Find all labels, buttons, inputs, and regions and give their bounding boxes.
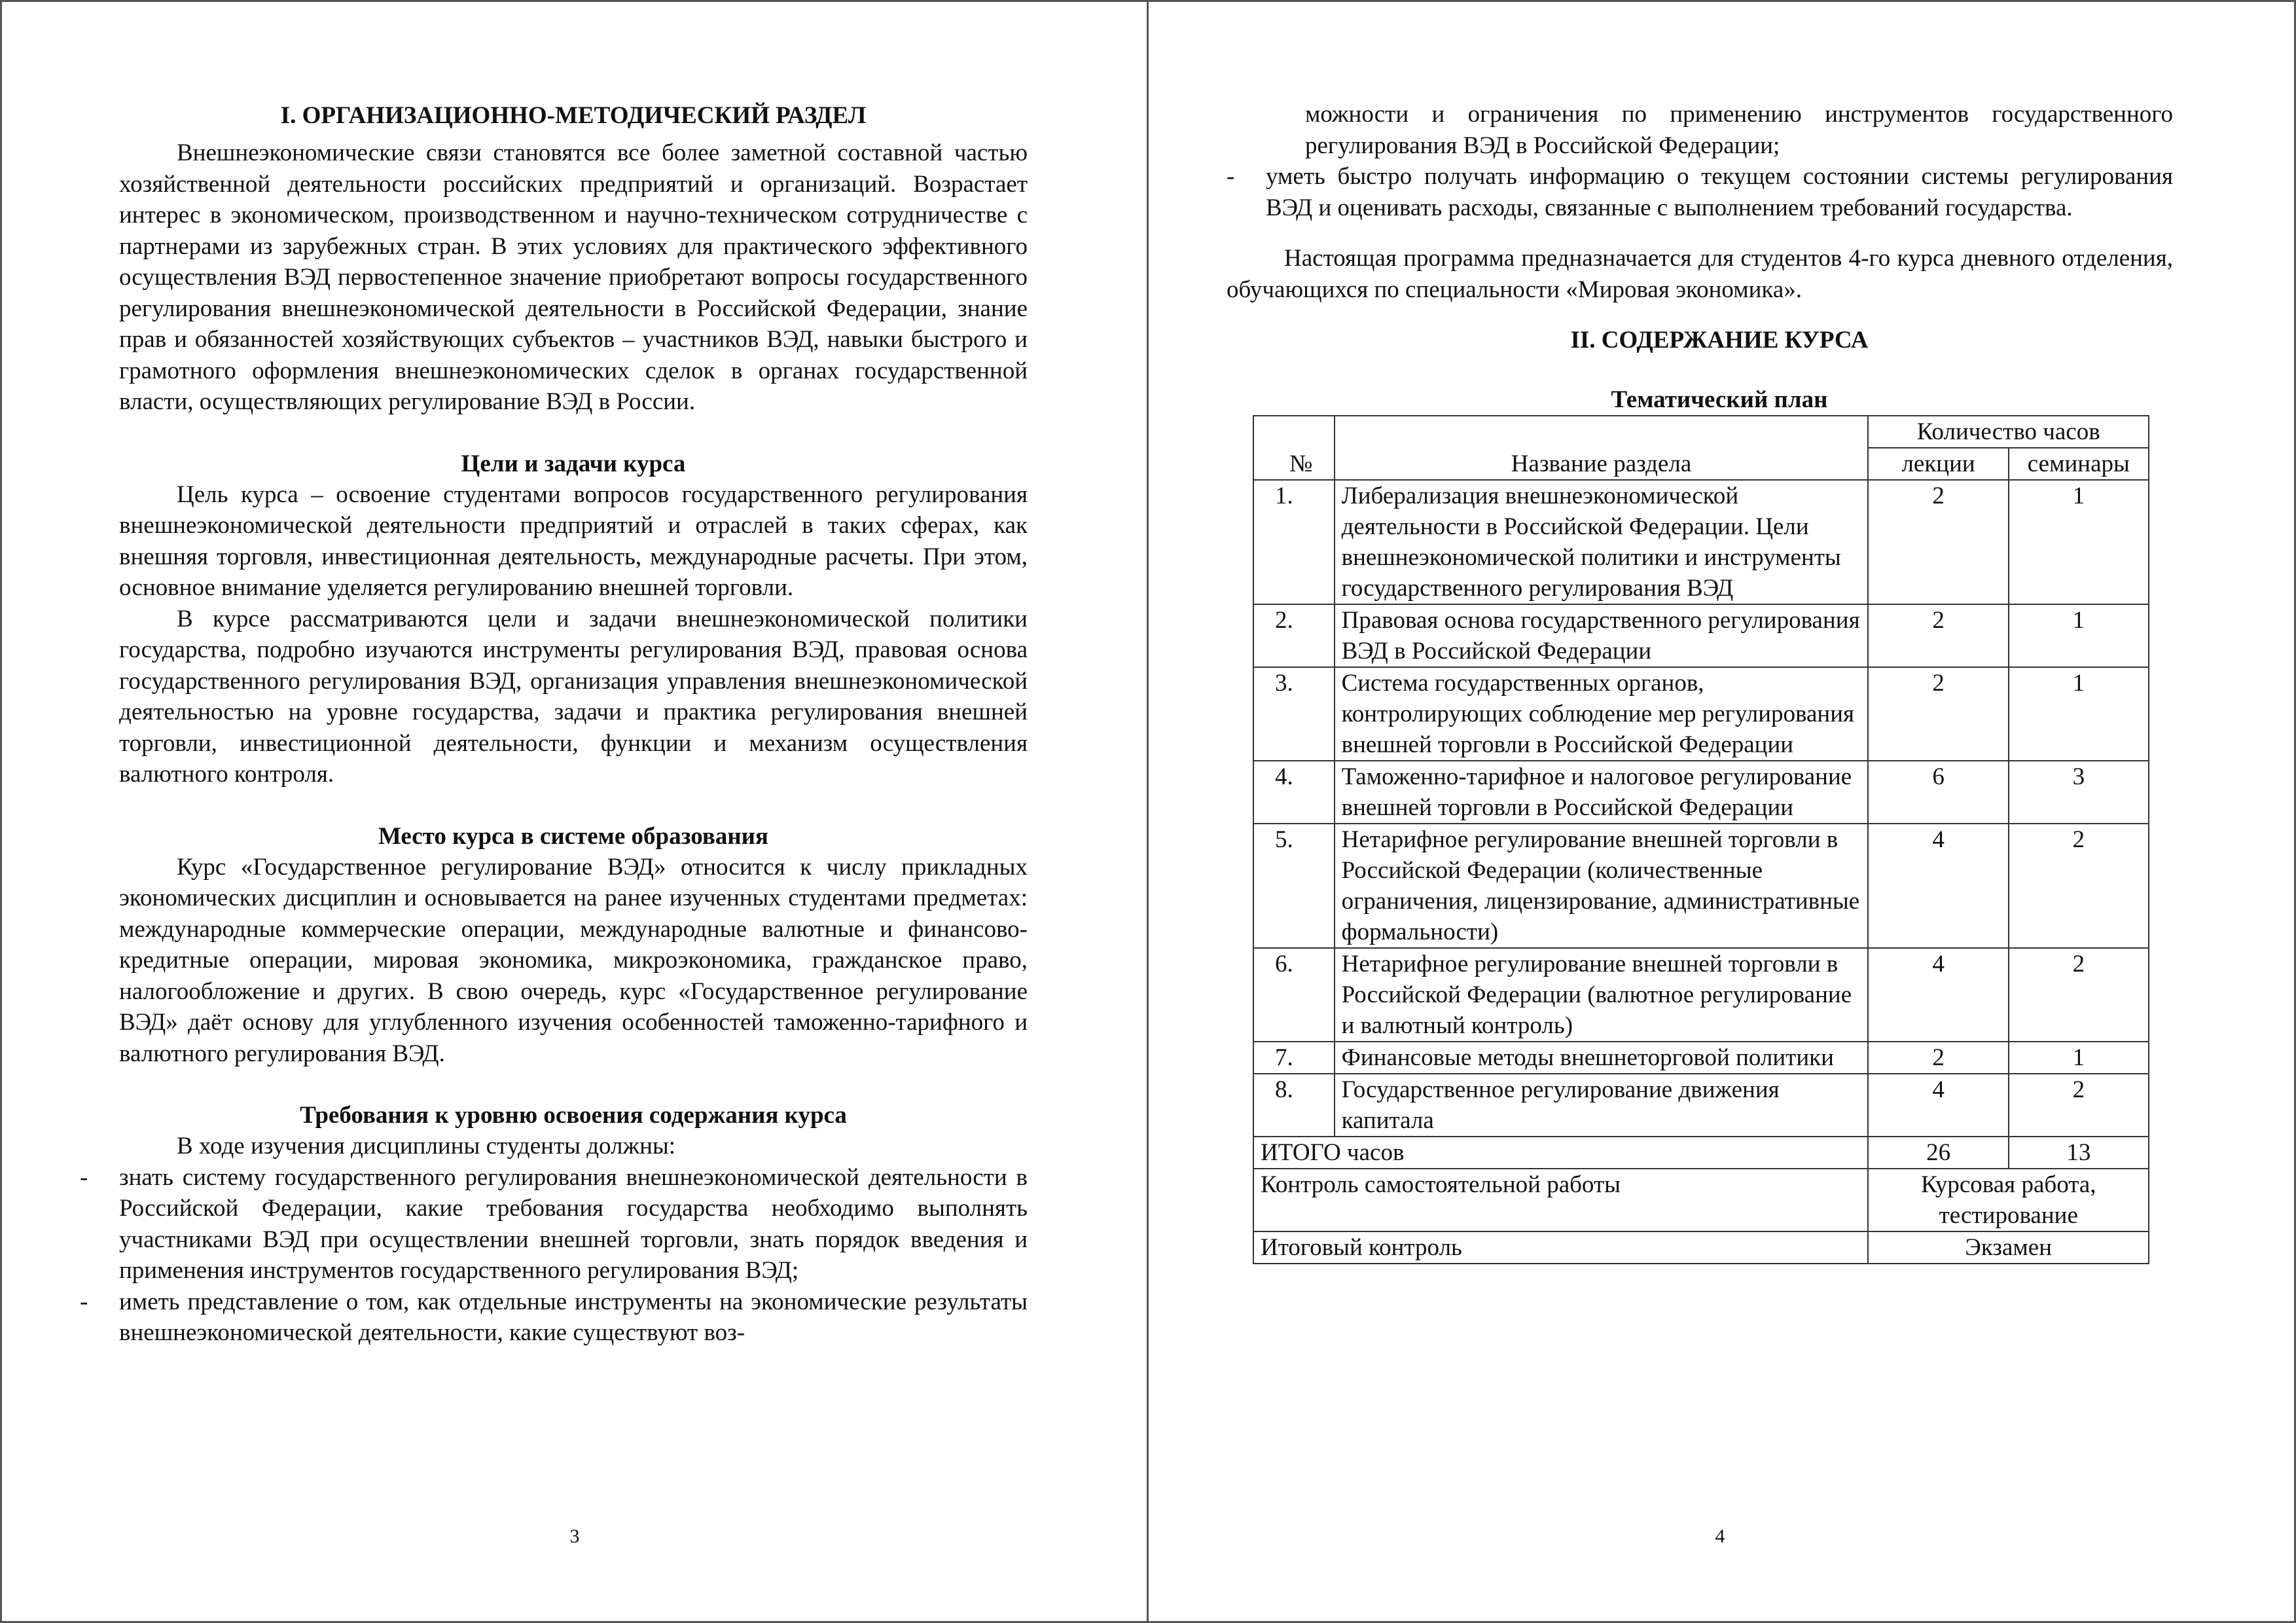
row-num: 2.: [1253, 604, 1335, 667]
place-heading: Место курса в системе образования: [378, 822, 768, 850]
header-num: №: [1253, 416, 1335, 480]
header-lectures: лекции: [1868, 448, 2008, 480]
row-seminars: 2: [2009, 948, 2149, 1042]
row-name: Нетарифное регулирование внешней торговли в Российской Федерации (валютное регулирование и валютный контроль): [1335, 948, 1869, 1042]
final-label: Итоговый контроль: [1253, 1231, 1868, 1264]
row-num: 7.: [1253, 1042, 1335, 1074]
total-seminars: 13: [2009, 1137, 2149, 1169]
requirements-intro: В ходе изучения дисциплины студенты должны:: [177, 1133, 676, 1159]
row-seminars: 1: [2009, 480, 2149, 604]
row-num: 8.: [1253, 1074, 1335, 1137]
row-name: Таможенно-тарифное и налоговое регулирование внешней торговли в Российской Федерации: [1335, 761, 1869, 824]
row-lectures: 2: [1868, 667, 2008, 761]
control-label: Контроль самостоятельной работы: [1253, 1169, 1868, 1231]
goals-heading: Цели и задачи курса: [461, 450, 686, 477]
goals-paragraph-2: В курсе рассматриваются цели и задачи внешнеэкономической политики государства, подробно изучаются инструменты регулирования ВЭД, правовая основа государственного регулирования ВЭД, организация управления внешнеэкономической деятельностью на уровне государства, задачи и практика регулирования внешней торговли, инвестиционной деятельности, функции и механизм осуществления валютного контроля.: [119, 605, 1028, 788]
row-lectures: 4: [1868, 824, 2008, 948]
table-row: [1253, 1042, 2149, 1074]
row-seminars: 2: [2009, 824, 2149, 948]
row-name: Нетарифное регулирование внешней торговли в Российской Федерации (количественные ограничения, лицензирование, административные формальности): [1335, 824, 1869, 948]
requirement-item: [80, 1162, 1028, 1286]
list-dash: -: [80, 1163, 88, 1191]
row-num: 5.: [1253, 824, 1335, 948]
page-number-right: 4: [1715, 1525, 1725, 1547]
control-value: Курсовая работа, тестирование: [1868, 1169, 2149, 1231]
requirement-item: [1227, 161, 2173, 223]
table-header-row: [1253, 416, 2149, 448]
section-title-2: II. СОДЕРЖАНИЕ КУРСА: [1570, 327, 1869, 354]
table-row: [1253, 948, 2149, 1042]
row-lectures: 4: [1868, 1074, 2008, 1137]
row-lectures: 4: [1868, 948, 2008, 1042]
list-dash: -: [80, 1288, 88, 1315]
table-row: [1253, 761, 2149, 824]
table-row: [1253, 667, 2149, 761]
row-name: Правовая основа государственного регулирования ВЭД в Российской Федерации: [1335, 604, 1869, 667]
total-row: [1253, 1137, 2149, 1169]
row-seminars: 2: [2009, 1074, 2149, 1137]
final-row: [1253, 1231, 2149, 1264]
row-seminars: 3: [2009, 761, 2149, 824]
requirement-continuation: можности и ограничения по применению инструментов государственного регулирования ВЭД в Российской Федерации;: [1305, 101, 2173, 159]
thematic-plan-table: [1253, 415, 2149, 1264]
row-lectures: 6: [1868, 761, 2008, 824]
requirement-text: иметь представление о том, как отдельные инструменты на экономические результаты внешнеэкономической деятельности, какие существуют воз-: [119, 1288, 1028, 1346]
total-label: ИТОГО часов: [1253, 1137, 1868, 1169]
row-lectures: 2: [1868, 1042, 2008, 1074]
row-seminars: 1: [2009, 604, 2149, 667]
table-row: [1253, 604, 2149, 667]
final-value: Экзамен: [1868, 1231, 2149, 1264]
row-name: Финансовые методы внешнеторговой политики: [1335, 1042, 1869, 1074]
row-num: 1.: [1253, 480, 1335, 604]
row-lectures: 2: [1868, 480, 2008, 604]
page-divider: [1147, 0, 1149, 1623]
header-name: Название раздела: [1335, 416, 1869, 480]
row-seminars: 1: [2009, 1042, 2149, 1074]
page-number-left: 3: [569, 1525, 580, 1547]
row-num: 6.: [1253, 948, 1335, 1042]
row-lectures: 2: [1868, 604, 2008, 667]
total-lectures: 26: [1868, 1137, 2008, 1169]
row-name: Государственное регулирование движения капитала: [1335, 1074, 1869, 1137]
table-title: Тематический план: [1611, 386, 1828, 413]
audience-paragraph: Настоящая программа предназначается для студентов 4-го курса дневного отделения, обучающихся по специальности «Мировая экономика».: [1227, 245, 2173, 303]
right-page: [1227, 95, 2173, 1264]
requirement-item: [80, 1286, 1028, 1349]
table-row: [1253, 824, 2149, 948]
row-num: 4.: [1253, 761, 1335, 824]
requirement-text: знать систему государственного регулирования внешнеэкономической деятельности в Российской Федерации, какие требования государства необходимо выполнять участниками ВЭД при осуществлении внешней торговли, знать порядок введения и применения инструментов государственного регулирования ВЭД;: [119, 1163, 1028, 1284]
header-hours: Количество часов: [1868, 416, 2149, 448]
requirement-text: уметь быстро получать информацию о текущем состоянии системы регулирования ВЭД и оценивать расходы, связанные с выполнением требований государства.: [1266, 163, 2173, 221]
place-paragraph: Курс «Государственное регулирование ВЭД» относится к числу прикладных экономических дисциплин и основывается на ранее изученных студентами предметах: международные коммерческие операции, международные валютные и финансово-кредитные операции, мировая экономика, микроэкономика, гражданское право, налогообложение и других. В свою очередь, курс «Государственное регулирование ВЭД» даёт основу для углубленного изучения особенностей таможенно-тарифного и валютного регулирования ВЭД.: [119, 853, 1028, 1067]
requirements-heading: Требования к уровню освоения содержания курса: [300, 1102, 847, 1129]
header-seminars: семинары: [2009, 448, 2149, 480]
list-dash: -: [1227, 163, 1235, 190]
row-num: 3.: [1253, 667, 1335, 761]
goals-paragraph-1: Цель курса – освоение студентами вопросов государственного регулирования внешнеэкономической деятельности предприятий и отраслей в таких сферах, как внешняя торговля, инвестиционная деятельность, международные расчеты. При этом, основное внимание уделяется регулированию внешней торговли.: [119, 481, 1028, 601]
left-page: [80, 95, 1028, 1349]
section-title-1: I. ОРГАНИЗАЦИОННО-МЕТОДИЧЕСКИЙ РАЗДЕЛ: [280, 102, 867, 129]
row-seminars: 1: [2009, 667, 2149, 761]
intro-paragraph: Внешнеэкономические связи становятся все более заметной составной частью хозяйственной деятельности российских предприятий и организаций. Возрастает интерес в экономическом, производственном и научно-техническом сотрудничестве с партнерами из зарубежных стран. В этих условиях для практического эффективного осуществления ВЭД первостепенное значение приобретают вопросы государственного регулирования внешнеэкономической деятельности в Российской Федерации, знание прав и обязанностей хозяйствующих субъектов – участников ВЭД, навыки быстрого и грамотного оформления внешнеэкономических сделок в органах государственной власти, осуществляющих регулирование ВЭД в России.: [119, 139, 1028, 415]
table-row: [1253, 1074, 2149, 1137]
control-row: [1253, 1169, 2149, 1231]
table-row: [1253, 480, 2149, 604]
row-name: Либерализация внешнеэкономической деятельности в Российской Федерации. Цели внешнеэкономической политики и инструменты государственного регулирования ВЭД: [1335, 480, 1869, 604]
row-name: Система государственных органов, контролирующих соблюдение мер регулирования внешней торговли в Российской Федерации: [1335, 667, 1869, 761]
